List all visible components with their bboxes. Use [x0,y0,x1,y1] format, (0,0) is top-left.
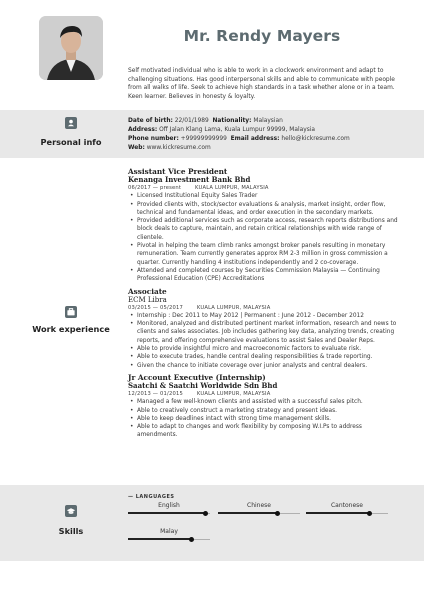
person-card-icon [65,117,77,129]
job-entry [128,168,400,284]
language-skill [128,502,210,515]
languages-heading: — LANGUAGES [128,494,175,500]
job-bullet: • Managed a few well-known clients and assisted with a successful sales pitch. [128,398,400,406]
work-experience-list [128,168,400,440]
language-name: Chinese [247,502,271,509]
level-dot [189,537,194,542]
job-bullet: • Able to creatively construct a marketing strategy and present ideas. [128,407,400,415]
language-name: Cantonese [330,502,363,509]
job-bullet: • Able to adapt to changes and work flexibility by composing W.I.Ps to address amendments. [128,423,400,440]
section-title-skills: Skills [58,526,84,536]
job-entry [128,374,400,440]
personal-line-3 [128,135,408,144]
job-bullets [128,312,400,370]
job-bullets [128,398,400,439]
nationality-value: Malaysian [253,118,283,124]
nationality-label: Nationality: [212,118,252,124]
job-bullet: • Attended and completed courses by Securities Commission Malaysia — Continuing Professional Education (CPE) Accreditations [128,267,400,284]
job-company: Kenanga Investment Bank Bhd [128,175,251,185]
personal-line-1 [128,117,408,126]
language-skill [306,502,388,515]
job-bullet: • Pivotal in helping the team climb ranks amongst broker panels resulting in monetary remuneration. Team currently generates approx RM 2-3 million in gross commission a quarter. Currently handling 4 institutions independently and 2 co-coverage. [128,242,400,267]
job-meta [128,304,400,312]
resume-header [0,0,424,108]
section-title-personal-info: Personal info [40,137,102,147]
level-fill [218,512,277,514]
job-bullet: • Able to provide insightful micro and macroeconomic factors to evaluate risk. [128,345,400,353]
job-title: Associate [128,286,167,296]
job-location: KUALA LUMPUR, MALAYSIA [195,185,269,192]
job-company: Saatchi & Saatchi Worldwide Sdn Bhd [128,381,278,391]
email-label: Email address: [230,135,280,142]
job-bullet: • Given the chance to initiate coverage over junior analysts and central dealers. [128,362,400,370]
dob-label: Date of birth: [128,118,173,124]
web-value[interactable]: www.kickresume.com [146,144,211,151]
job-dates: 03/2015 — 05/2017 [128,304,183,311]
level-dot [203,511,208,516]
personal-line-4 [128,144,408,153]
job-bullet: • Licensed Institutional Equity Sales Trader [128,192,400,200]
job-bullets [128,192,400,283]
profile-photo [39,16,103,80]
language-name: English [158,502,180,509]
language-level-bar [128,537,210,541]
job-meta [128,184,400,192]
job-bullet: • Internship : Dec 2011 to May 2012 | Permanent : June 2012 - December 2012 [128,312,400,320]
job-title: Jr Account Executive (Internship) [128,372,266,382]
job-location: KUALA LUMPUR, MALAYSIA [196,304,271,311]
address-label: Address: [128,126,158,133]
job-location: KUALA LUMPUR, MALAYSIA [196,391,271,398]
job-entry [128,288,400,370]
briefcase-icon [65,306,77,318]
level-dot [367,511,372,516]
level-dot [275,511,280,516]
language-name: Malay [160,528,178,535]
profile-summary: Self motivated individual who is able to work in a clockwork environment and adapt to challenging situations. Has good interpersonal skills and able to communicate with people from all walks of life. Seek to achieve high standards in a task whether alone or in a team. Keen learner. Believes in honesty & loyalty. [128,68,395,101]
language-level-bar [128,511,210,515]
personal-info-details [128,117,408,153]
job-bullet: • Able to execute trades, handle central dealing responsibilities & trade reporting. [128,353,400,361]
graduation-cap-icon [65,505,77,517]
job-title: Assistant Vice President [128,167,228,176]
job-bullet: • Provided clients with, stock/sector evaluations & analysis, market insight, order flow, technical and fundamental ideas, and order execution in the secondary markets. [128,201,400,218]
job-dates: 06/2017 — present [128,185,182,192]
phone-label: Phone number: [128,135,179,142]
level-fill [306,512,370,514]
address-value: Off Jalan Klang Lama, Kuala Lumpur 99999, Malaysia [159,126,316,133]
avatar-portrait [39,16,103,80]
level-fill [128,512,206,514]
phone-value: +99999999999 [180,135,227,142]
language-level-bar [218,511,300,515]
job-bullet: • Able to keep deadlines intact with strong time management skills. [128,415,400,423]
job-company: ECM Libra [128,295,167,304]
language-level-bar [306,511,388,515]
job-bullet: • Provided additional services such as corporate access, research reports distributions and block deals to capture, maintain, and retain critical relationships with wide range of clientele. [128,217,400,242]
job-dates: 12/2013 — 01/2015 [128,391,183,398]
web-label: Web: [128,144,145,151]
email-value[interactable]: hello@kickresume.com [281,135,350,142]
section-title-work-experience: Work experience [32,324,110,334]
job-meta [128,390,400,398]
level-fill [128,538,192,540]
candidate-name: Mr. Rendy Mayers [183,27,341,45]
dob-value: 22/01/1989 [174,118,209,124]
skills-band [0,485,424,561]
language-skill [218,502,300,515]
job-bullet: • Monitored, analyzed and distributed pertinent market information, research and news to clients and sales associates. Job includes gathering key data, analyzing trends, creating reports, and offering comprehensive evaluations to assist Sales and Dealer Reps. [128,320,400,345]
language-skill [128,528,210,541]
personal-line-2 [128,126,408,135]
